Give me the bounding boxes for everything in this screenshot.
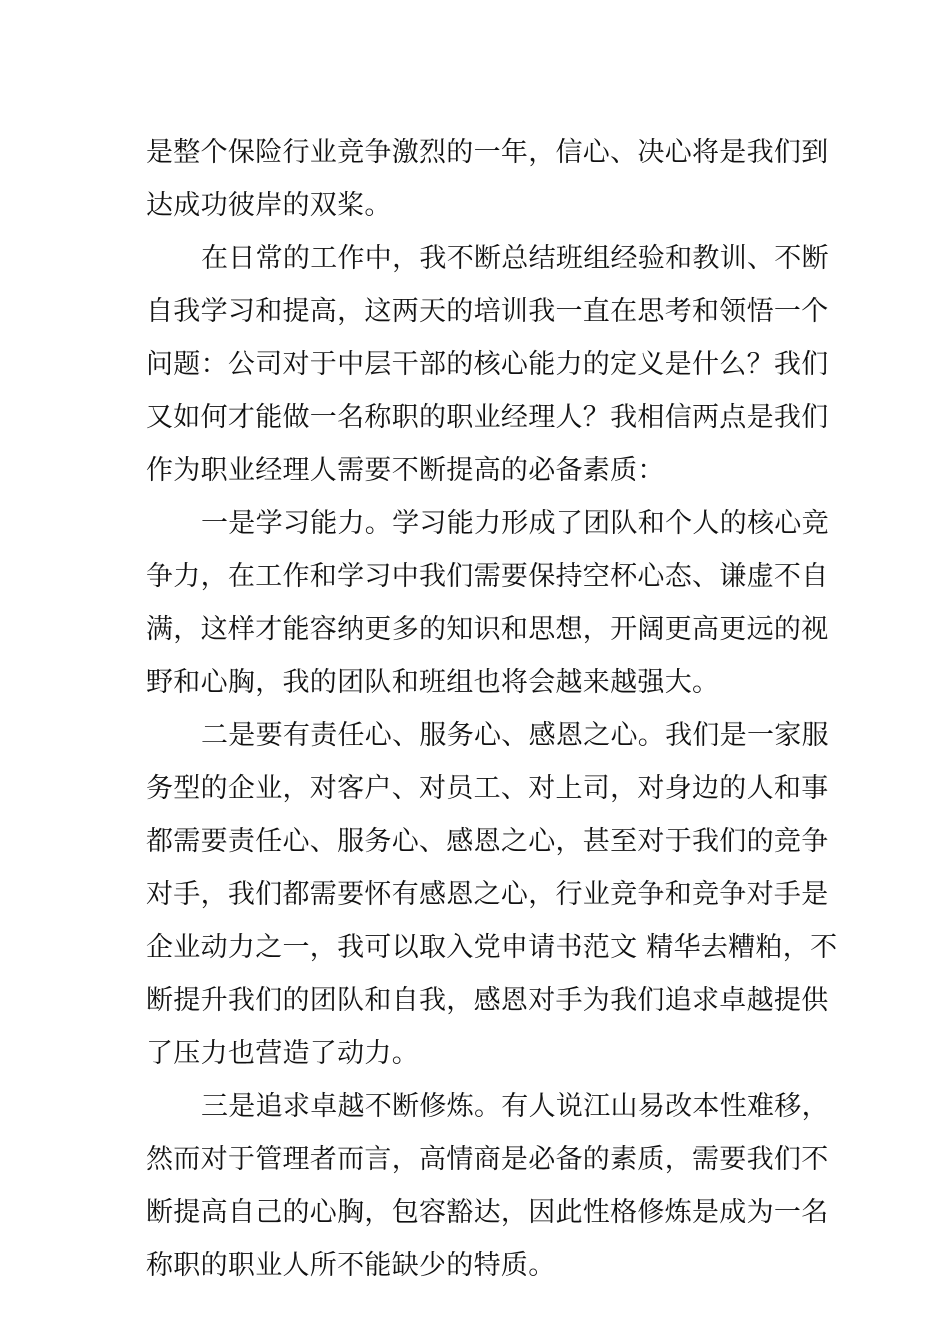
text-line: 然而对于管理者而言，高情商是必备的素质，需要我们不 — [146, 1144, 829, 1175]
text-line: 是整个保险行业竞争激烈的一年，信心、决心将是我们到 — [146, 137, 829, 168]
text-line: 作为职业经理人需要不断提高的必备素质： — [146, 455, 665, 486]
paragraph — [146, 1080, 829, 1292]
text-line: 了压力也营造了动力。 — [146, 1038, 419, 1069]
text-line: 满，这样才能容纳更多的知识和思想，开阔更高更远的视 — [146, 614, 829, 645]
paragraph — [146, 497, 829, 709]
text-line: 一是学习能力。学习能力形成了团队和个人的核心竞 — [201, 508, 829, 539]
text-line: 在日常的工作中，我不断总结班组经验和教训、不断 — [201, 243, 829, 274]
text-line: 野和心胸，我的团队和班组也将会越来越强大。 — [146, 667, 720, 698]
text-line: 二是要有责任心、服务心、感恩之心。我们是一家服 — [201, 720, 829, 751]
text-line: 断提升我们的团队和自我，感恩对手为我们追求卓越提供 — [146, 985, 829, 1016]
text-line: 又如何才能做一名称职的职业经理人？我相信两点是我们 — [146, 402, 829, 433]
text-line: 都需要责任心、服务心、感恩之心，甚至对于我们的竞争 — [146, 826, 829, 857]
text-line: 断提高自己的心胸，包容豁达，因此性格修炼是成为一名 — [146, 1197, 829, 1228]
document-body — [146, 126, 838, 1292]
paragraph — [146, 126, 829, 232]
text-line: 争力，在工作和学习中我们需要保持空杯心态、谦虚不自 — [146, 561, 829, 592]
text-line: 三是追求卓越不断修炼。有人说江山易改本性难移， — [201, 1091, 829, 1122]
paragraph — [146, 232, 829, 497]
text-line: 称职的职业人所不能缺少的特质。 — [146, 1250, 556, 1281]
text-line: 务型的企业，对客户、对员工、对上司，对身边的人和事 — [146, 773, 829, 804]
text-line: 达成功彼岸的双桨。 — [146, 190, 392, 221]
paragraph — [146, 709, 838, 1080]
text-line: 自我学习和提高，这两天的培训我一直在思考和领悟一个 — [146, 296, 829, 327]
text-line: 企业动力之一，我可以取入党申请书范文 精华去糟粕，不 — [146, 932, 838, 963]
text-line: 问题：公司对于中层干部的核心能力的定义是什么？我们 — [146, 349, 829, 380]
text-line: 对手，我们都需要怀有感恩之心，行业竞争和竞争对手是 — [146, 879, 829, 910]
